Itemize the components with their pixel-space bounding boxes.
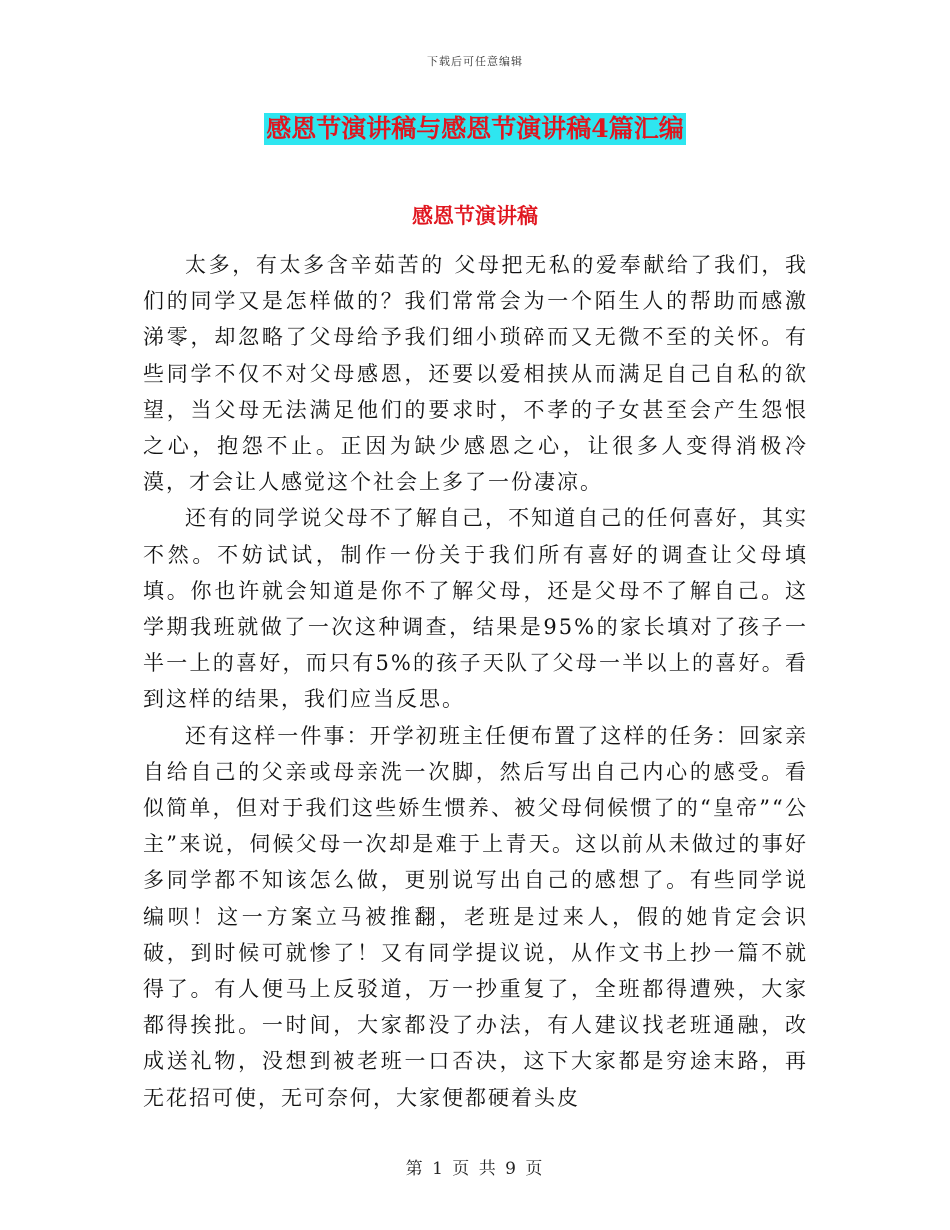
main-title-container (0, 113, 950, 145)
body-text (143, 247, 808, 1116)
page-header-note: 下载后可任意编辑 (427, 55, 523, 68)
paragraph: 太多，有太多含辛茹苦的 父母把无私的爱奉献给了我们，我们的同学又是怎样做的？我们常常会为一个陌生人的帮助而感激涕零，却忽略了父母给予我们细小琐碎而又无微不至的关怀。有些同学不仅不对父母感恩，还要以爱相挟从而满足自己自私的欲望，当父母无法满足他们的要求时，不孝的子女甚至会产生怨恨之心，抱怨不止。正因为缺少感恩之心，让很多人变得消极冷漠，才会让人感觉这个社会上多了一份凄凉。 (143, 253, 808, 495)
page-footer: 第 1 页 共 9 页 (405, 1159, 545, 1179)
paragraph: 还有的同学说父母不了解自己，不知道自己的任何喜好，其实不然。不妨试试，制作一份关于我们所有喜好的调查让父母填填。你也许就会知道是你不了解父母，还是父母不了解自己。这学期我班就做了一次这种调查，结果是95%的家长填对了孩子一半一上的喜好，而只有5%的孩子天队了父母一半以上的喜好。看到这样的结果，我们应当反思。 (143, 506, 808, 712)
section-title: 感恩节演讲稿 (412, 203, 538, 228)
paragraph: 还有这样一件事：开学初班主任便布置了这样的任务：回家亲自给自己的父亲或母亲洗一次脚，然后写出自己内心的感受。看似简单，但对于我们这些娇生惯养、被父母伺候惯了的“皇帝”“公主”来说，伺候父母一次却是难于上青天。这以前从未做过的事好多同学都不知该怎么做，更别说写出自己的感想了。有些同学说编呗！这一方案立马被推翻，老班是过来人，假的她肯定会识破，到时候可就惨了！又有同学提议说，从作文书上抄一篇不就得了。有人便马上反驳道，万一抄重复了，全班都得遭殃，大家都得挨批。一时间，大家都没了办法，有人建议找老班通融，改成送礼物，没想到被老班一口否决，这下大家都是穷途末路，再无花招可使，无可奈何，大家便都硬着头皮 (143, 723, 808, 1110)
document-title: 感恩节演讲稿与感恩节演讲稿4篇汇编 (266, 114, 684, 143)
